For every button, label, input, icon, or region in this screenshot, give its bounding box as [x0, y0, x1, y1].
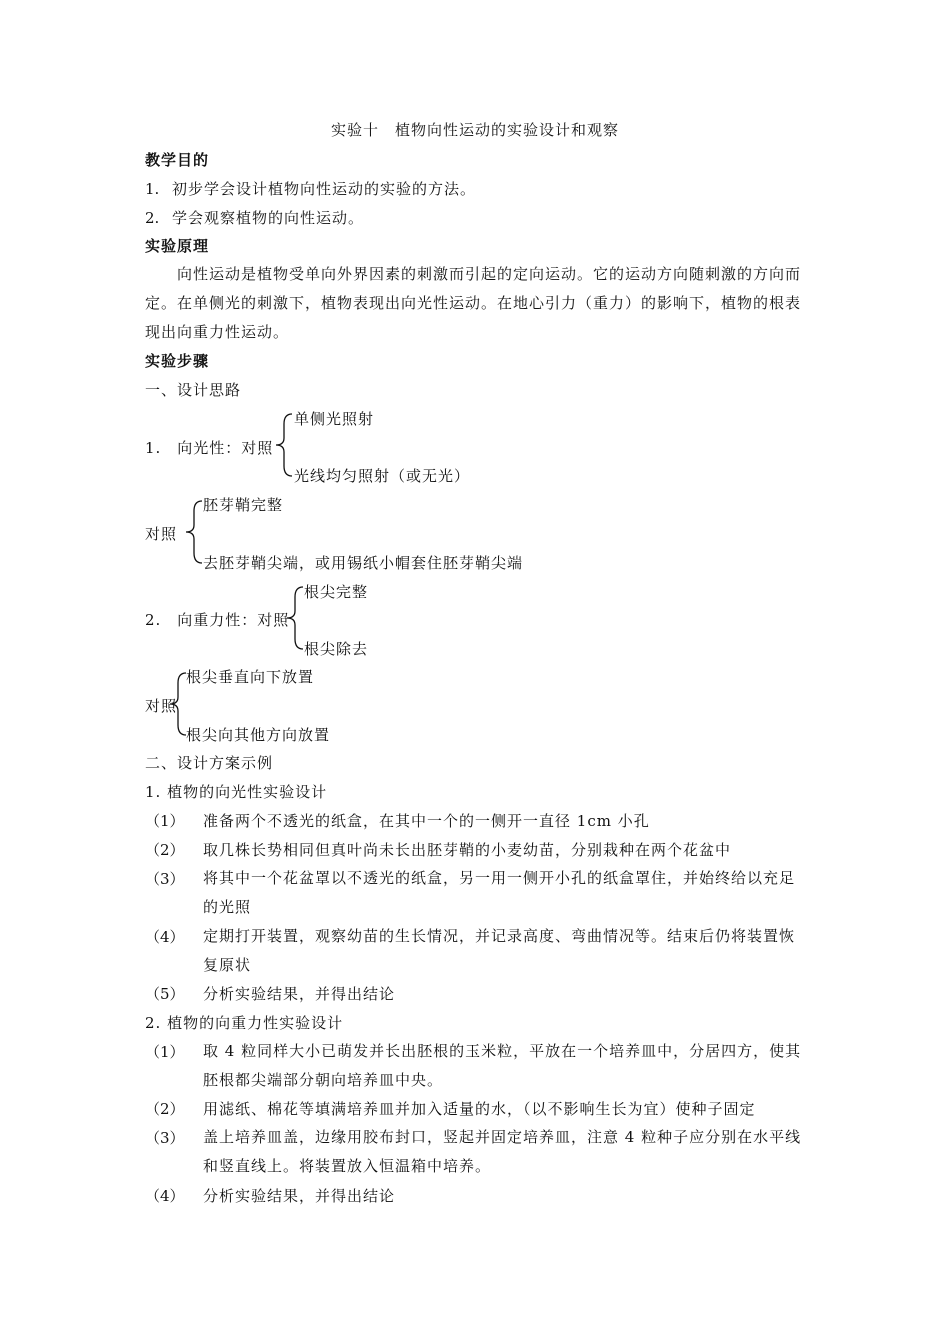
exp1-item-5-num: （5）: [145, 985, 185, 1003]
gravitropism-label: 2. 向重力性：对照: [145, 611, 290, 629]
exp1-item-2-text: 取几株长势相同但真叶尚未长出胚芽鞘的小麦幼苗，分别栽种在两个花盆中: [203, 841, 732, 859]
exp1-item-1-text: 准备两个不透光的纸盒，在其中一个的一侧开一直径 1cm 小孔: [203, 812, 650, 830]
principle-paragraph: 向性运动是植物受单向外界因素的刺激而引起的定向运动。它的运动方向随刺激的方向而定。在单侧光的刺激下，植物表现出向光性运动。在地心引力（重力）的影响下，植物的根表现出向重力性运动。: [145, 265, 802, 341]
page-title: 实验十 植物向性运动的实验设计和观察: [330, 121, 619, 139]
control2-option-bottom: 根尖向其他方向放置: [186, 726, 331, 744]
exp2-heading: 2. 植物的向重力性实验设计: [145, 1014, 344, 1032]
steps-heading: 实验步骤: [145, 352, 210, 370]
gravitropism-brace: [283, 585, 305, 651]
exp2-item-3-num: （3）: [145, 1129, 185, 1147]
control2-option-top: 根尖垂直向下放置: [186, 668, 315, 686]
control1-brace: [182, 499, 204, 565]
control1-label: 对照: [145, 525, 178, 543]
gravitropism-option-top: 根尖完整: [304, 583, 369, 601]
exp1-item-5-text: 分析实验结果，并得出结论: [203, 985, 396, 1003]
exp1-heading: 1. 植物的向光性实验设计: [145, 783, 328, 801]
exp2-item-2-num: （2）: [145, 1100, 185, 1118]
exp2-item-1-text: 取 4 粒同样大小已萌发并长出胚根的玉米粒，平放在一个培养皿中，分居四方，使其胚根都尖端部分朝向培养皿中央。: [203, 1042, 802, 1089]
exp2-item-2-text: 用滤纸、棉花等填满培养皿并加入适量的水，（以不影响生长为宜）使种子固定: [203, 1100, 756, 1118]
gravitropism-option-bottom: 根尖除去: [304, 640, 369, 658]
exp1-item-2-num: （2）: [145, 841, 185, 859]
control1-option-top: 胚芽鞘完整: [203, 496, 284, 514]
exp2-item-4-num: （4）: [145, 1187, 185, 1205]
control2-brace: [166, 671, 188, 737]
exp2-item-3-text: 盖上培养皿盖，边缘用胶布封口，竖起并固定培养皿，注意 4 粒种子应分别在水平线和竖直线上。将装置放入恒温箱中培养。: [203, 1128, 802, 1175]
control1-option-bottom: 去胚芽鞘尖端，或用锡纸小帽套住胚芽鞘尖端: [203, 554, 524, 572]
exp1-item-1-num: （1）: [145, 812, 185, 830]
design-idea-heading: 一、设计思路: [145, 381, 242, 399]
objective-item-1-num: 1.: [145, 180, 160, 198]
exp2-item-4-text: 分析实验结果，并得出结论: [203, 1187, 396, 1205]
exp2-item-1-num: （1）: [145, 1043, 185, 1061]
phototropism-option-bottom: 光线均匀照射（或无光）: [294, 467, 471, 485]
exp1-item-4-num: （4）: [145, 928, 185, 946]
phototropism-option-top: 单侧光照射: [294, 410, 375, 428]
exp1-item-3-num: （3）: [145, 870, 185, 888]
objective-item-2-text: 学会观察植物的向性运动。: [172, 209, 365, 227]
objective-heading: 教学目的: [145, 151, 210, 169]
exp1-item-4-text: 定期打开装置，观察幼苗的生长情况，并记录高度、弯曲情况等。结束后仍将装置恢复原状: [203, 927, 796, 974]
exp1-item-3-text: 将其中一个花盆罩以不透光的纸盒，另一用一侧开小孔的纸盒罩住，并始终给以充足的光照: [203, 869, 796, 916]
control2-label: 对照: [145, 697, 178, 715]
objective-item-1-text: 初步学会设计植物向性运动的实验的方法。: [172, 180, 477, 198]
principle-heading: 实验原理: [145, 237, 210, 255]
phototropism-label: 1. 向光性：对照: [145, 439, 274, 457]
phototropism-brace: [272, 412, 294, 478]
design-example-heading: 二、设计方案示例: [145, 754, 274, 772]
objective-item-2-num: 2.: [145, 209, 160, 227]
